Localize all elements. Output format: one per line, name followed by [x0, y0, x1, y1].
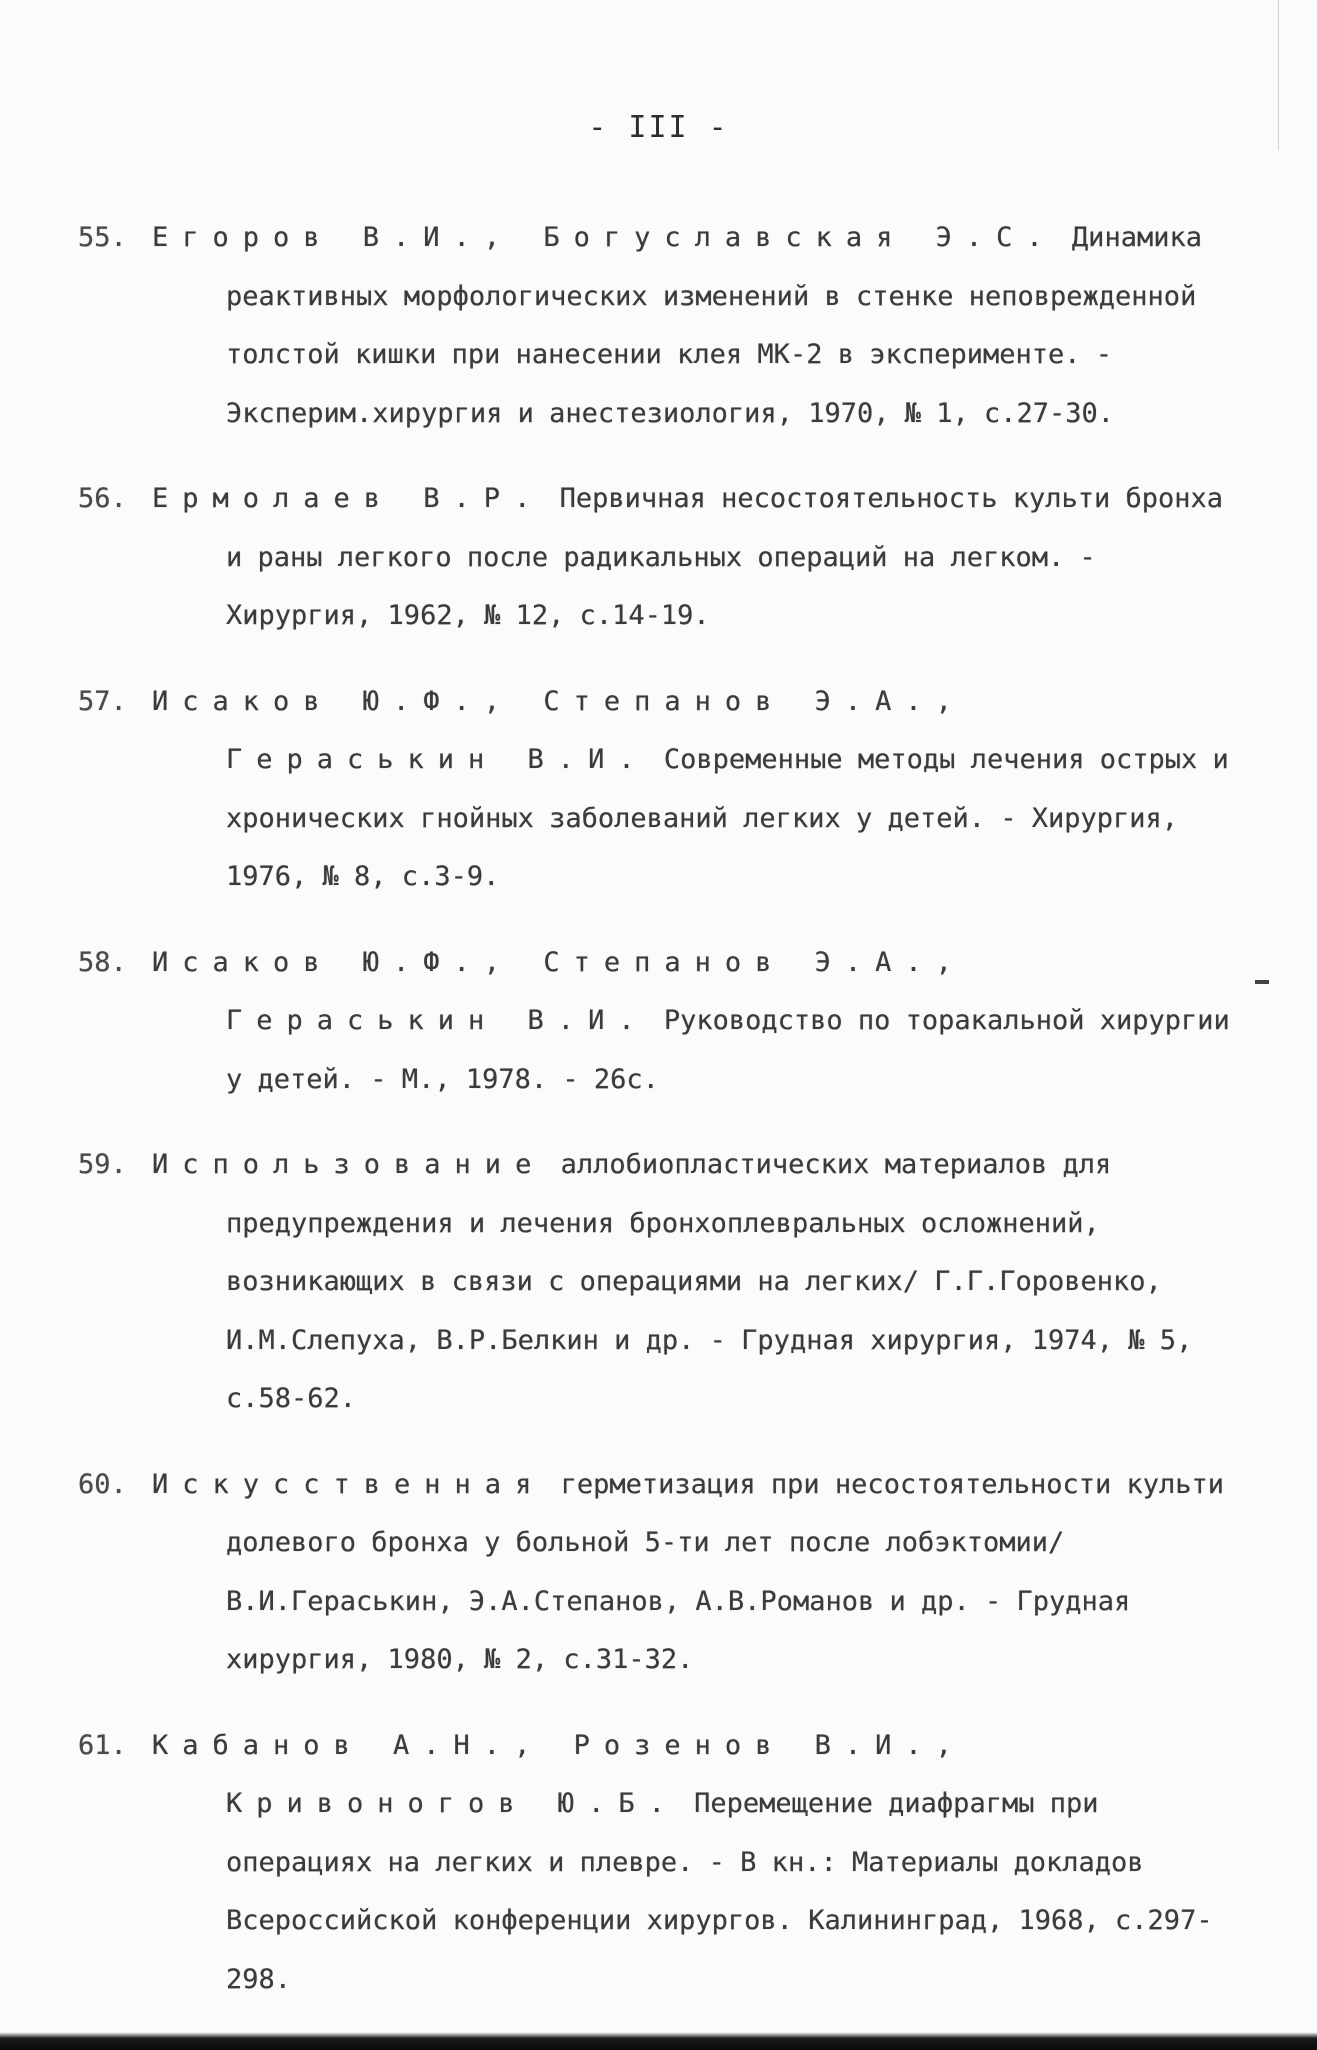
entry-text: Первичная несостоятельность культи бронха и раны легкого после радикальных операций на легком. - Хирургия, 1962, № 12, с.14-19.	[226, 483, 1239, 631]
entry-text: аллобиопластических материалов для предупреждения и лечения бронхоплевральных осложнений, возникающих в связи с операциями на легких/ Г.Г.Горовенко, И.М.Слепуха, В.Р.Белкин и др. - Грудная хирургия, 1974, № 5, с.58-62.	[226, 1149, 1208, 1414]
entry-number: 60.	[78, 1468, 127, 1500]
entry-number: 57.	[78, 685, 127, 717]
page-number: - III -	[588, 110, 729, 145]
entry-authors: Егоров В.И., Богуславская Э.С.	[152, 222, 1057, 253]
bibliography-entry-61	[78, 1717, 1248, 2010]
margin-dash-mark	[1255, 980, 1269, 984]
entry-number: 59.	[78, 1149, 127, 1180]
scan-bottom-edge	[0, 2032, 1317, 2050]
bibliography-entry-59	[78, 1136, 1248, 1429]
entry-number: 55.	[78, 222, 127, 253]
entry-text: Динамика реактивных морфологических изменений в стенке неповрежденной толстой кишки при нанесении клея МК-2 в эксперименте. - Эксперим.хирургия и анестезиология, 1970, № 1, с.27-30.	[226, 222, 1218, 429]
entry-text: герметизация при несостоятельности культи долевого бронха у больной 5-ти лет после лобэктомии/ В.И.Гераськин, Э.А.Степанов, А.В.Романов и др. - Грудная хирургия, 1980, № 2, с.31-32.	[226, 1468, 1240, 1675]
bibliography-list	[78, 182, 1248, 2009]
bibliography-entry-60	[78, 1456, 1248, 1690]
entry-authors: Использование	[152, 1149, 546, 1180]
entry-number: 56.	[78, 483, 127, 514]
bibliography-entry-56	[78, 470, 1248, 646]
entry-text: Современные методы лечения острых и хронических гнойных заболеваний легких у детей. - Хирургия, 1976, № 8, с.3-9.	[226, 744, 1245, 892]
entry-authors: Ермолаев В.Р.	[152, 483, 545, 514]
bibliography-entry-55	[78, 209, 1248, 443]
entry-authors: Кабанов А.Н., Розенов В.И., Кривоногов Ю.Б.	[152, 1729, 996, 1819]
entry-authors: Исаков Ю.Ф., Степанов Э.А., Гераськин В.И.	[152, 685, 996, 775]
entry-authors: Исаков Ю.Ф., Степанов Э.А., Гераськин В.И.	[152, 946, 996, 1036]
entry-number: 58.	[78, 946, 127, 978]
bibliography-entry-58	[78, 934, 1248, 1110]
entry-text: Руководство по торакальной хирургии у детей. - М., 1978. - 26с.	[226, 1005, 1246, 1095]
entry-number: 61.	[78, 1729, 127, 1761]
bibliography-entry-57	[78, 673, 1248, 907]
entry-text: Перемещение диафрагмы при операциях на легких и плевре. - В кн.: Материалы докладов Всероссийской конференции хирургов. Калининград, 1968, с.297-298.	[226, 1788, 1213, 1995]
entry-authors: Искусственная	[152, 1468, 546, 1500]
